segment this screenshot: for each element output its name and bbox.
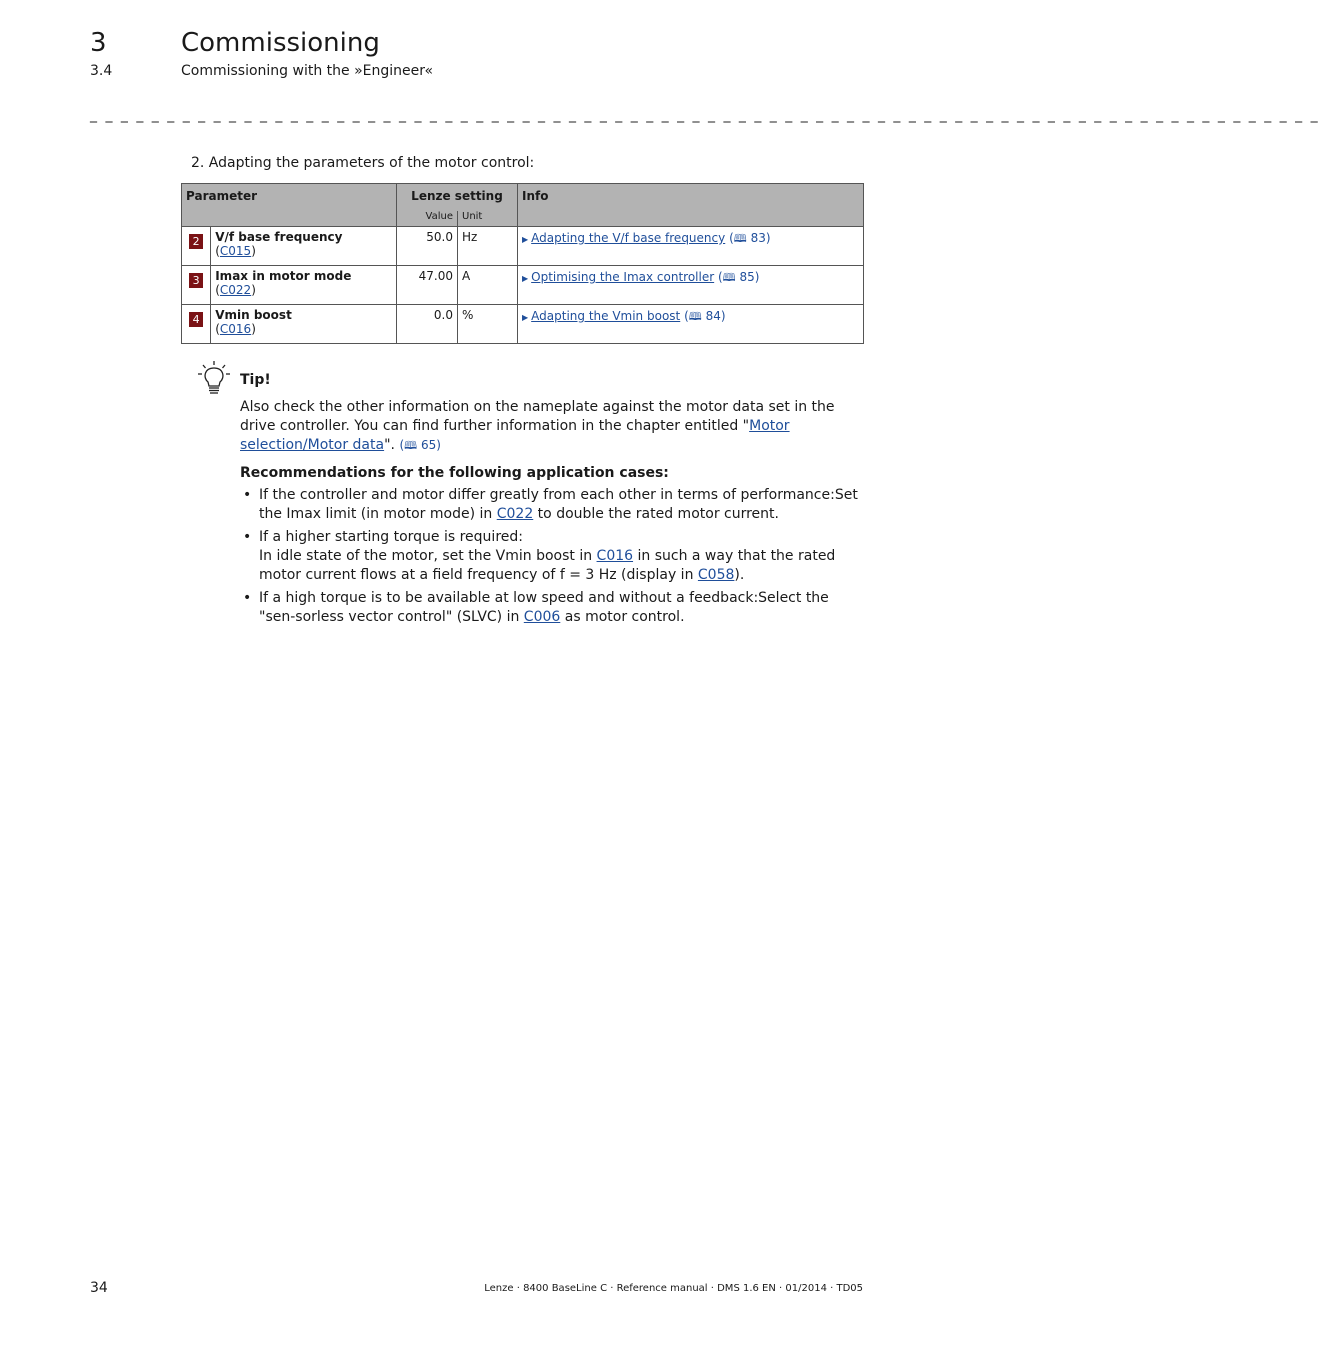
- parameter-value: 0.0: [397, 305, 458, 344]
- info-link[interactable]: Optimising the Imax controller: [531, 270, 715, 284]
- step-text: 2. Adapting the parameters of the motor control:: [191, 155, 535, 171]
- triangle-right-icon: ▶: [522, 274, 529, 283]
- c058-link[interactable]: C058: [697, 567, 735, 583]
- book-icon: 🕮: [688, 310, 702, 323]
- list-item: • If a higher starting torque is required: In idle state of the motor, set the Vmin boost in C016 in such a way that the rated motor current flows at a field frequency of f = 3 Hz (display in C058).: [243, 529, 836, 583]
- parameter-code-link[interactable]: C015: [219, 244, 252, 258]
- parameter-code-link[interactable]: C022: [219, 283, 252, 297]
- chapter-title: Commissioning: [181, 28, 380, 58]
- triangle-right-icon: ▶: [522, 235, 529, 244]
- recommendations-list: [240, 486, 864, 631]
- col-lenze-setting: Lenze setting: [397, 184, 518, 212]
- parameter-unit: A: [458, 266, 518, 305]
- tip-text: Also check the other information on the nameplate against the motor data set in the drive controller. You can find further information in the chapter entitled "Motor selection/Motor data". (🕮 65): [240, 399, 835, 453]
- book-icon: 🕮: [722, 271, 736, 284]
- parameter-unit: Hz: [458, 227, 518, 266]
- table-row: 3 Imax in motor mode (C022) 47.00 A ▶ Optimising the Imax controller (🕮 85): [182, 266, 864, 305]
- info-link[interactable]: Adapting the V/f base frequency: [531, 231, 726, 245]
- table-row: 4 Vmin boost (C016) 0.0 % ▶ Adapting the Vmin boost (🕮 84): [182, 305, 864, 344]
- col-unit: Unit: [458, 211, 518, 227]
- col-parameter: Parameter: [182, 184, 397, 212]
- row-number-marker: 4: [189, 312, 203, 327]
- triangle-right-icon: ▶: [522, 313, 529, 322]
- parameter-value: 47.00: [397, 266, 458, 305]
- motor-selection-link[interactable]: Motor selection/Motor data: [240, 418, 790, 453]
- header-rule: _ _ _ _ _ _ _ _ _ _ _ _ _ _ _ _ _ _ _ _ _ _ _ _ _ _ _ _ _ _ _ _ _ _ _ _ _ _ _ _ _ _ _ _ _ _ _ _ _ _ _ _ _ _ _ _ _ _ _ _ _ _ _ _ _ _ _ _ _ _ _ _ _ _ _ _ _ _ _ _: [90, 107, 1320, 123]
- row-number-marker: 2: [189, 234, 203, 249]
- section-number: 3.4: [90, 63, 113, 79]
- c022-link[interactable]: C022: [496, 506, 534, 522]
- recommendations-heading: Recommendations for the following application cases:: [240, 465, 669, 481]
- list-item: • If the controller and motor differ greatly from each other in terms of performance:Set the Imax limit (in motor mode) in C022 to double the rated motor current.: [243, 487, 858, 522]
- lightbulb-icon: [196, 360, 232, 396]
- row-number-marker: 3: [189, 273, 203, 288]
- book-icon: 🕮: [733, 232, 747, 245]
- parameter-code-link[interactable]: C016: [219, 322, 252, 336]
- table-row: 2 V/f base frequency (C015) 50.0 Hz ▶ Adapting the V/f base frequency (🕮 83): [182, 227, 864, 266]
- parameter-name: Vmin boost: [215, 308, 292, 322]
- c006-link[interactable]: C006: [523, 609, 561, 625]
- book-icon: 🕮: [404, 439, 418, 452]
- parameter-name: Imax in motor mode: [215, 269, 352, 283]
- col-info: Info: [518, 184, 864, 212]
- section-title: Commissioning with the »Engineer«: [181, 63, 434, 79]
- col-value: Value: [397, 211, 458, 227]
- info-link[interactable]: Adapting the Vmin boost: [531, 309, 681, 323]
- page-ref: 85: [739, 270, 755, 284]
- parameter-value: 50.0: [397, 227, 458, 266]
- page-number: 34: [90, 1280, 108, 1296]
- c016-link[interactable]: C016: [596, 548, 634, 564]
- tip-label: Tip!: [240, 372, 271, 388]
- page-ref: 65: [420, 438, 437, 452]
- footer-doc-info: Lenze · 8400 BaseLine C · Reference manual · DMS 1.6 EN · 01/2014 · TD05: [484, 1283, 863, 1294]
- parameter-table: [181, 183, 864, 344]
- page-ref: 83: [750, 231, 766, 245]
- parameter-unit: %: [458, 305, 518, 344]
- page-ref: 84: [705, 309, 721, 323]
- chapter-number: 3: [90, 28, 107, 58]
- parameter-name: V/f base frequency: [215, 230, 343, 244]
- list-item: • If a high torque is to be available at low speed and without a feedback:Select the "sen-sorless vector control" (SLVC) in C006 as motor control.: [243, 590, 829, 625]
